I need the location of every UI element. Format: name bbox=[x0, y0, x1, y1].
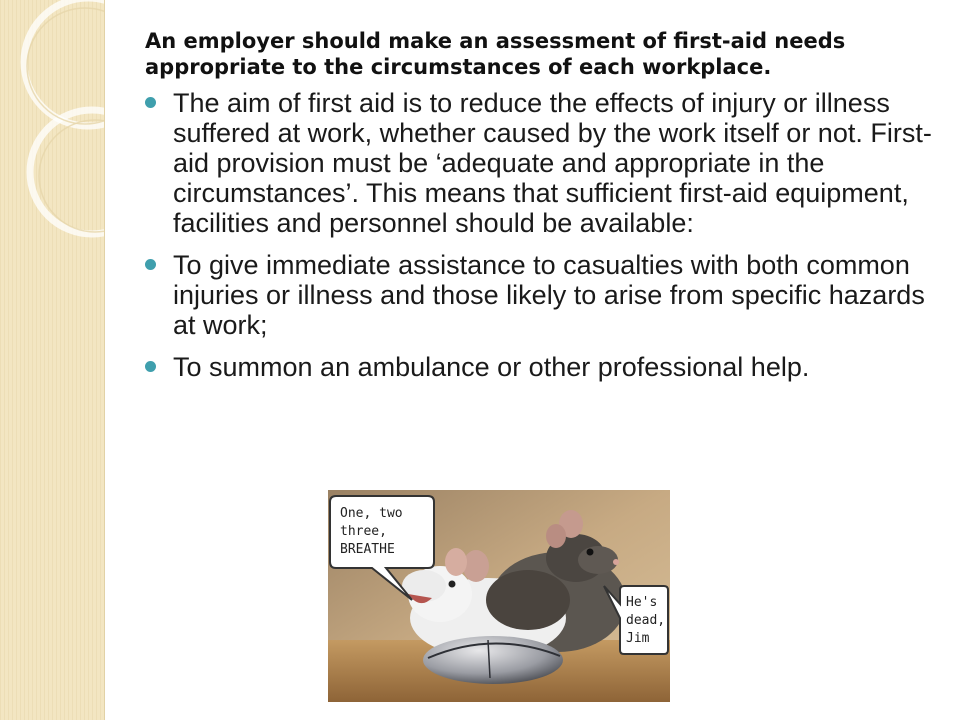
bullet-dot-icon bbox=[145, 361, 156, 372]
bullet-item bbox=[145, 352, 935, 382]
bullet-item bbox=[145, 250, 935, 340]
photo-illustration bbox=[328, 490, 670, 702]
decorative-side-strip bbox=[0, 0, 105, 720]
decorative-circles bbox=[0, 0, 104, 720]
bubble-right-line: dead, bbox=[626, 613, 666, 628]
slide-heading: An employer should make an assessment of first-aid needs appropriate to the circumstances of each workplace. bbox=[145, 29, 846, 79]
bullet-text: To summon an ambulance or other professional help. bbox=[173, 352, 810, 382]
bullet-dot-icon bbox=[145, 97, 156, 108]
bullet-text: To give immediate assistance to casualties with both common injuries or illness and those likely to arise from specific hazards at work; bbox=[173, 250, 925, 340]
bullet-text: The aim of first aid is to reduce the effects of injury or illness suffered at work, whether caused by the work itself or not. First-aid provision must be ‘adequate and appropriate in the circumstances’. This means that sufficient first-aid equipment, facilities and personnel should be available: bbox=[173, 88, 932, 238]
bullet-dot-icon bbox=[145, 259, 156, 270]
bubble-right-line: He's bbox=[626, 595, 658, 610]
bullet-list bbox=[145, 88, 935, 382]
bullet-item bbox=[145, 88, 935, 238]
bubble-left-line: BREATHE bbox=[340, 542, 395, 557]
rats-mouse-photo bbox=[328, 490, 670, 702]
bubble-left-line: One, two bbox=[340, 506, 403, 521]
bubble-left-line: three, bbox=[340, 524, 387, 539]
slide-content bbox=[145, 28, 935, 394]
bubble-right-line: Jim bbox=[626, 631, 650, 646]
